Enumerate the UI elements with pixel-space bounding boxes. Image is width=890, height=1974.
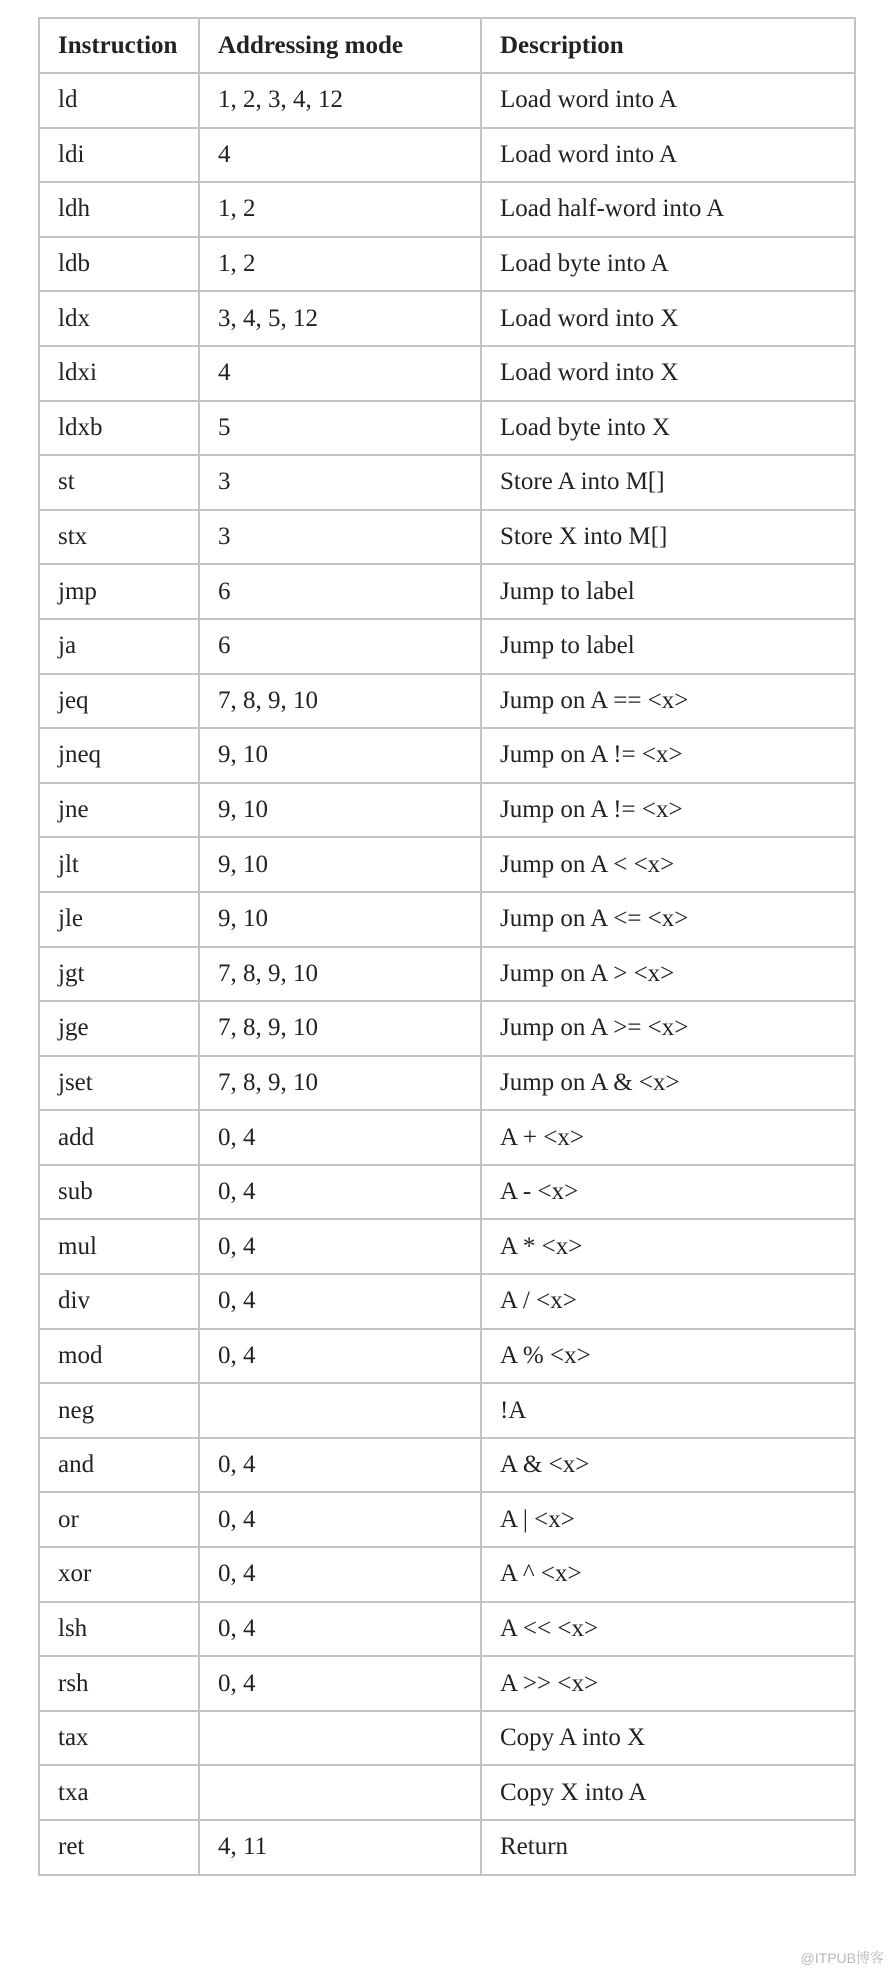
cell-description: A | <x> <box>481 1492 855 1547</box>
cell-instruction: jset <box>39 1056 199 1111</box>
cell-instruction: jgt <box>39 947 199 1002</box>
cell-description: Load word into X <box>481 291 855 346</box>
cell-addressing-mode: 9, 10 <box>199 728 481 783</box>
table-row <box>39 564 855 619</box>
cell-instruction: jlt <box>39 837 199 892</box>
cell-description: A & <x> <box>481 1438 855 1493</box>
cell-instruction: jmp <box>39 564 199 619</box>
table-row <box>39 783 855 838</box>
cell-addressing-mode <box>199 1383 481 1438</box>
cell-instruction: jne <box>39 783 199 838</box>
cell-addressing-mode: 3, 4, 5, 12 <box>199 291 481 346</box>
cell-description: A - <x> <box>481 1165 855 1220</box>
cell-addressing-mode: 0, 4 <box>199 1219 481 1274</box>
table-row <box>39 1110 855 1165</box>
cell-addressing-mode: 4 <box>199 128 481 183</box>
cell-description: !A <box>481 1383 855 1438</box>
cell-instruction: sub <box>39 1165 199 1220</box>
table-row <box>39 674 855 729</box>
header-instruction: Instruction <box>39 18 199 73</box>
cell-instruction: txa <box>39 1765 199 1820</box>
table-row <box>39 1492 855 1547</box>
cell-addressing-mode <box>199 1765 481 1820</box>
table-row <box>39 346 855 401</box>
table-row <box>39 1438 855 1493</box>
cell-description: Jump on A == <x> <box>481 674 855 729</box>
cell-addressing-mode: 7, 8, 9, 10 <box>199 947 481 1002</box>
cell-instruction: neg <box>39 1383 199 1438</box>
cell-addressing-mode: 5 <box>199 401 481 456</box>
header-row <box>39 18 855 73</box>
table-row <box>39 510 855 565</box>
cell-instruction: ja <box>39 619 199 674</box>
table-row <box>39 455 855 510</box>
cell-description: A ^ <x> <box>481 1547 855 1602</box>
cell-addressing-mode: 0, 4 <box>199 1165 481 1220</box>
cell-instruction: stx <box>39 510 199 565</box>
cell-addressing-mode: 9, 10 <box>199 783 481 838</box>
table-row <box>39 182 855 237</box>
cell-addressing-mode: 9, 10 <box>199 892 481 947</box>
table-row <box>39 1711 855 1766</box>
cell-addressing-mode: 6 <box>199 619 481 674</box>
cell-description: A + <x> <box>481 1110 855 1165</box>
table-row <box>39 1383 855 1438</box>
cell-instruction: ldxb <box>39 401 199 456</box>
table-row <box>39 947 855 1002</box>
cell-description: Jump on A >= <x> <box>481 1001 855 1056</box>
cell-description: Return <box>481 1820 855 1875</box>
table-row <box>39 291 855 346</box>
cell-description: Store X into M[] <box>481 510 855 565</box>
cell-addressing-mode: 0, 4 <box>199 1547 481 1602</box>
table-body <box>39 73 855 1875</box>
cell-instruction: mul <box>39 1219 199 1274</box>
cell-addressing-mode: 3 <box>199 510 481 565</box>
cell-addressing-mode: 0, 4 <box>199 1492 481 1547</box>
header-addressing-mode: Addressing mode <box>199 18 481 73</box>
cell-description: Jump to label <box>481 619 855 674</box>
cell-instruction: jle <box>39 892 199 947</box>
cell-description: A << <x> <box>481 1602 855 1657</box>
cell-instruction: ld <box>39 73 199 128</box>
watermark: @ITPUB博客 <box>800 1950 884 1966</box>
cell-instruction: add <box>39 1110 199 1165</box>
cell-instruction: div <box>39 1274 199 1329</box>
cell-description: Store A into M[] <box>481 455 855 510</box>
table-row <box>39 237 855 292</box>
cell-description: Copy A into X <box>481 1711 855 1766</box>
cell-addressing-mode: 0, 4 <box>199 1438 481 1493</box>
cell-instruction: ldxi <box>39 346 199 401</box>
cell-addressing-mode: 7, 8, 9, 10 <box>199 1001 481 1056</box>
table-row <box>39 728 855 783</box>
cell-instruction: lsh <box>39 1602 199 1657</box>
cell-instruction: rsh <box>39 1656 199 1711</box>
cell-instruction: ldi <box>39 128 199 183</box>
cell-addressing-mode: 6 <box>199 564 481 619</box>
table-row <box>39 837 855 892</box>
table-row <box>39 73 855 128</box>
cell-description: Load byte into A <box>481 237 855 292</box>
cell-description: Jump on A <= <x> <box>481 892 855 947</box>
table-row <box>39 1765 855 1820</box>
cell-instruction: jneq <box>39 728 199 783</box>
cell-addressing-mode <box>199 1711 481 1766</box>
cell-addressing-mode: 1, 2 <box>199 182 481 237</box>
cell-description: Load byte into X <box>481 401 855 456</box>
cell-addressing-mode: 1, 2 <box>199 237 481 292</box>
cell-description: Load half-word into A <box>481 182 855 237</box>
cell-description: Copy X into A <box>481 1765 855 1820</box>
cell-addressing-mode: 7, 8, 9, 10 <box>199 1056 481 1111</box>
cell-description: Load word into A <box>481 128 855 183</box>
cell-addressing-mode: 0, 4 <box>199 1329 481 1384</box>
cell-instruction: or <box>39 1492 199 1547</box>
cell-addressing-mode: 4, 11 <box>199 1820 481 1875</box>
table-row <box>39 1602 855 1657</box>
table-row <box>39 1656 855 1711</box>
table-row <box>39 128 855 183</box>
cell-description: Jump on A != <x> <box>481 783 855 838</box>
cell-addressing-mode: 0, 4 <box>199 1274 481 1329</box>
cell-addressing-mode: 0, 4 <box>199 1656 481 1711</box>
cell-addressing-mode: 0, 4 <box>199 1110 481 1165</box>
table-row <box>39 401 855 456</box>
cell-addressing-mode: 3 <box>199 455 481 510</box>
cell-addressing-mode: 0, 4 <box>199 1602 481 1657</box>
table-header <box>39 18 855 73</box>
table-row <box>39 1547 855 1602</box>
table-row <box>39 1001 855 1056</box>
table-row <box>39 1165 855 1220</box>
header-description: Description <box>481 18 855 73</box>
table-row <box>39 892 855 947</box>
cell-addressing-mode: 4 <box>199 346 481 401</box>
cell-description: Jump on A & <x> <box>481 1056 855 1111</box>
cell-description: Load word into A <box>481 73 855 128</box>
cell-description: A >> <x> <box>481 1656 855 1711</box>
table-row <box>39 1274 855 1329</box>
table-row <box>39 619 855 674</box>
cell-instruction: ldb <box>39 237 199 292</box>
table-row <box>39 1056 855 1111</box>
table-row <box>39 1820 855 1875</box>
cell-instruction: xor <box>39 1547 199 1602</box>
cell-instruction: st <box>39 455 199 510</box>
cell-description: A % <x> <box>481 1329 855 1384</box>
cell-addressing-mode: 7, 8, 9, 10 <box>199 674 481 729</box>
cell-description: Jump on A < <x> <box>481 837 855 892</box>
instruction-table <box>38 17 856 1876</box>
cell-description: Jump to label <box>481 564 855 619</box>
cell-addressing-mode: 9, 10 <box>199 837 481 892</box>
cell-instruction: jge <box>39 1001 199 1056</box>
cell-instruction: ret <box>39 1820 199 1875</box>
cell-instruction: ldh <box>39 182 199 237</box>
cell-instruction: jeq <box>39 674 199 729</box>
cell-instruction: ldx <box>39 291 199 346</box>
table-row <box>39 1329 855 1384</box>
cell-description: A * <x> <box>481 1219 855 1274</box>
cell-addressing-mode: 1, 2, 3, 4, 12 <box>199 73 481 128</box>
table-row <box>39 1219 855 1274</box>
cell-description: Jump on A != <x> <box>481 728 855 783</box>
cell-instruction: mod <box>39 1329 199 1384</box>
cell-instruction: tax <box>39 1711 199 1766</box>
cell-description: Load word into X <box>481 346 855 401</box>
cell-description: A / <x> <box>481 1274 855 1329</box>
cell-description: Jump on A > <x> <box>481 947 855 1002</box>
cell-instruction: and <box>39 1438 199 1493</box>
